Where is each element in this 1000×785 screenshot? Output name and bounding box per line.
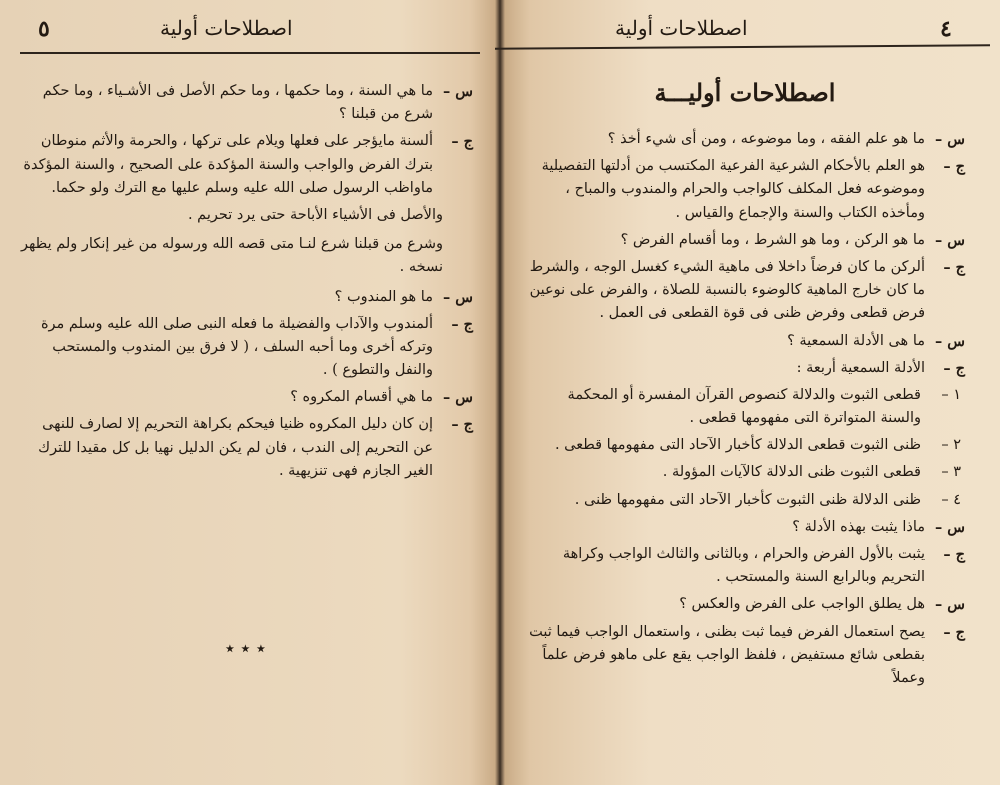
a-marker: ج – xyxy=(451,315,473,333)
section-end-marker: ٭ ٭ ٭ xyxy=(225,638,266,659)
answer xyxy=(525,543,965,589)
q-text: ما هو المندوب ؟ xyxy=(334,288,433,305)
q-text: ما هي السنة ، وما حكمها ، وما حكم الأصل فى الأشـياء ، وما حكم شرع من قبلنا ؟ xyxy=(42,83,433,123)
q-marker: س – xyxy=(935,231,965,249)
q-text: ما هو الركن ، وما هو الشرط ، وما أقسام الفرض ؟ xyxy=(620,231,925,248)
list-item xyxy=(525,461,965,484)
page-body xyxy=(18,80,473,487)
item-number: ١ – xyxy=(941,386,961,403)
running-header: اصطلاحات أولية xyxy=(615,16,748,40)
question xyxy=(18,286,473,309)
q-marker: س – xyxy=(935,596,965,614)
item-text: ظنى الثبوت قطعى الدلالة كأخبار الآحاد التى مفهومها قطعى . xyxy=(554,437,921,454)
answer xyxy=(525,621,965,691)
q-marker: س – xyxy=(443,389,473,407)
answer xyxy=(525,256,965,326)
q-text: ما هو علم الفقه ، وما موضوعه ، ومن أى شيء أخذ ؟ xyxy=(607,131,925,147)
running-header: اصطلاحات أولية xyxy=(160,16,293,40)
item-text: قطعى الثبوت ظنى الدلالة كالآيات المؤولة . xyxy=(662,464,921,481)
item-number: ٣ – xyxy=(941,464,961,481)
page-number: ٥ xyxy=(38,16,50,42)
question xyxy=(18,386,473,409)
q-text: هل يطلق الواجب على الفرض والعكس ؟ xyxy=(679,596,925,613)
list-item xyxy=(525,384,965,430)
list-item xyxy=(525,489,965,512)
item-number: ٢ – xyxy=(941,437,961,454)
question xyxy=(525,128,965,151)
q-text: ماذا يثبت بهذه الأدلة ؟ xyxy=(792,518,925,535)
list-item xyxy=(525,434,965,457)
answer xyxy=(18,130,473,200)
item-text: قطعى الثبوت والدلالة كنصوص القرآن المفسرة أو المحكمة والسنة المتواترة التى مفهومها قطعى . xyxy=(567,386,921,427)
item-number: ٤ – xyxy=(941,491,961,508)
question xyxy=(525,516,965,539)
q-marker: س – xyxy=(935,518,965,536)
a-text: ألركن ما كان فرضاً داخلا فى ماهية الشيء كغسل الوجه ، والشرط ما كان خارج الماهية كالوضوء بالنسبة للصلاة ، والفرض على نوعين فرض قطعى وفرض ظنى فى قوة القطعى فى العمل . xyxy=(529,258,925,322)
left-page xyxy=(0,0,495,785)
q-text: ما هي أقسام المكروه ؟ xyxy=(290,389,433,406)
q-text: ما هى الأدلة السمعية ؟ xyxy=(787,332,925,349)
answer xyxy=(18,413,473,483)
chapter-heading: اصطلاحات أوليـــة xyxy=(654,78,836,107)
a-text: ألسنة مايؤجر على فعلها ويلام على تركها ، والحرمة والأثم منوطان بترك الفرض والواجب والسنة المؤكدة على الصحيح ، والسنة المؤكدة ماواظب الرسول صلى الله عليه وسلم عليها مع الترك ولو حكما. xyxy=(23,133,433,196)
question xyxy=(525,229,965,252)
a-marker: ج – xyxy=(943,359,965,377)
question xyxy=(525,330,965,353)
a-text: الأدلة السمعية أربعة : xyxy=(796,359,925,376)
header-rule xyxy=(495,44,990,49)
paragraph: والأصل فى الأشياء الأباحة حتى يرد تحريم . xyxy=(187,206,443,223)
a-text: يصح استعمال الفرض فيما ثبت بظنى ، واستعمال الواجب فيما ثبت بقطعى شائع مستفيض ، فلفظ الواجب يقع على ماهو فرض علماً وعملاً xyxy=(529,623,925,686)
right-page xyxy=(505,0,1000,785)
a-marker: ج – xyxy=(943,258,965,276)
answer xyxy=(525,155,965,225)
a-marker: ج – xyxy=(943,623,965,641)
q-marker: س – xyxy=(443,83,473,100)
a-text: ألمندوب والآداب والفضيلة ما فعله النبى صلى الله عليه وسلم مرة وتركه أخرى وما أحبه السلف ، ( لا فرق بين المندوب والمستحب والنفل والتطوع ) . xyxy=(40,315,433,379)
a-text: يثبت بالأول الفرض والحرام ، وبالثانى والثالث الواجب وكراهة التحريم وبالرابع السنة والمستحب . xyxy=(562,546,925,586)
a-text: إن كان دليل المكروه ظنيا فيحكم بكراهة التحريم إلا لصارف للنهى عن التحريم إلى الندب ، فان لم يكن الدليل نهيا بل كل مقيدا للترك الغير الجازم فهى تنزيهية . xyxy=(38,416,433,479)
item-text: ظنى الدلالة ظنى الثبوت كأخبار الآحاد التى مفهومها ظنى . xyxy=(574,491,921,508)
q-marker: س – xyxy=(443,288,473,306)
q-marker: س – xyxy=(935,332,965,350)
a-text: هو العلم بالأحكام الشرعية الفرعية المكتسب من أدلتها التفصيلية وموضوعه فعل المكلف كالواجب والحرام والمندوب والمباح ، ومأخذه الكتاب والسنة والإجماع والقياس . xyxy=(541,158,925,221)
header-rule xyxy=(20,52,480,54)
a-marker: ج – xyxy=(943,546,965,563)
question xyxy=(18,80,473,126)
answer xyxy=(18,313,473,383)
a-marker: ج – xyxy=(451,133,473,151)
page-number: ٤ xyxy=(940,16,952,42)
paragraph: وشرع من قبلنا شرع لنـا متى قصه الله ورسوله من غير إنكار ولم يظهر نسخه . xyxy=(21,236,443,276)
q-marker: س – xyxy=(935,131,965,148)
question xyxy=(525,593,965,616)
a-marker: ج – xyxy=(451,416,473,434)
answer xyxy=(525,357,965,380)
page-body xyxy=(525,128,965,694)
a-marker: ج – xyxy=(943,158,965,176)
